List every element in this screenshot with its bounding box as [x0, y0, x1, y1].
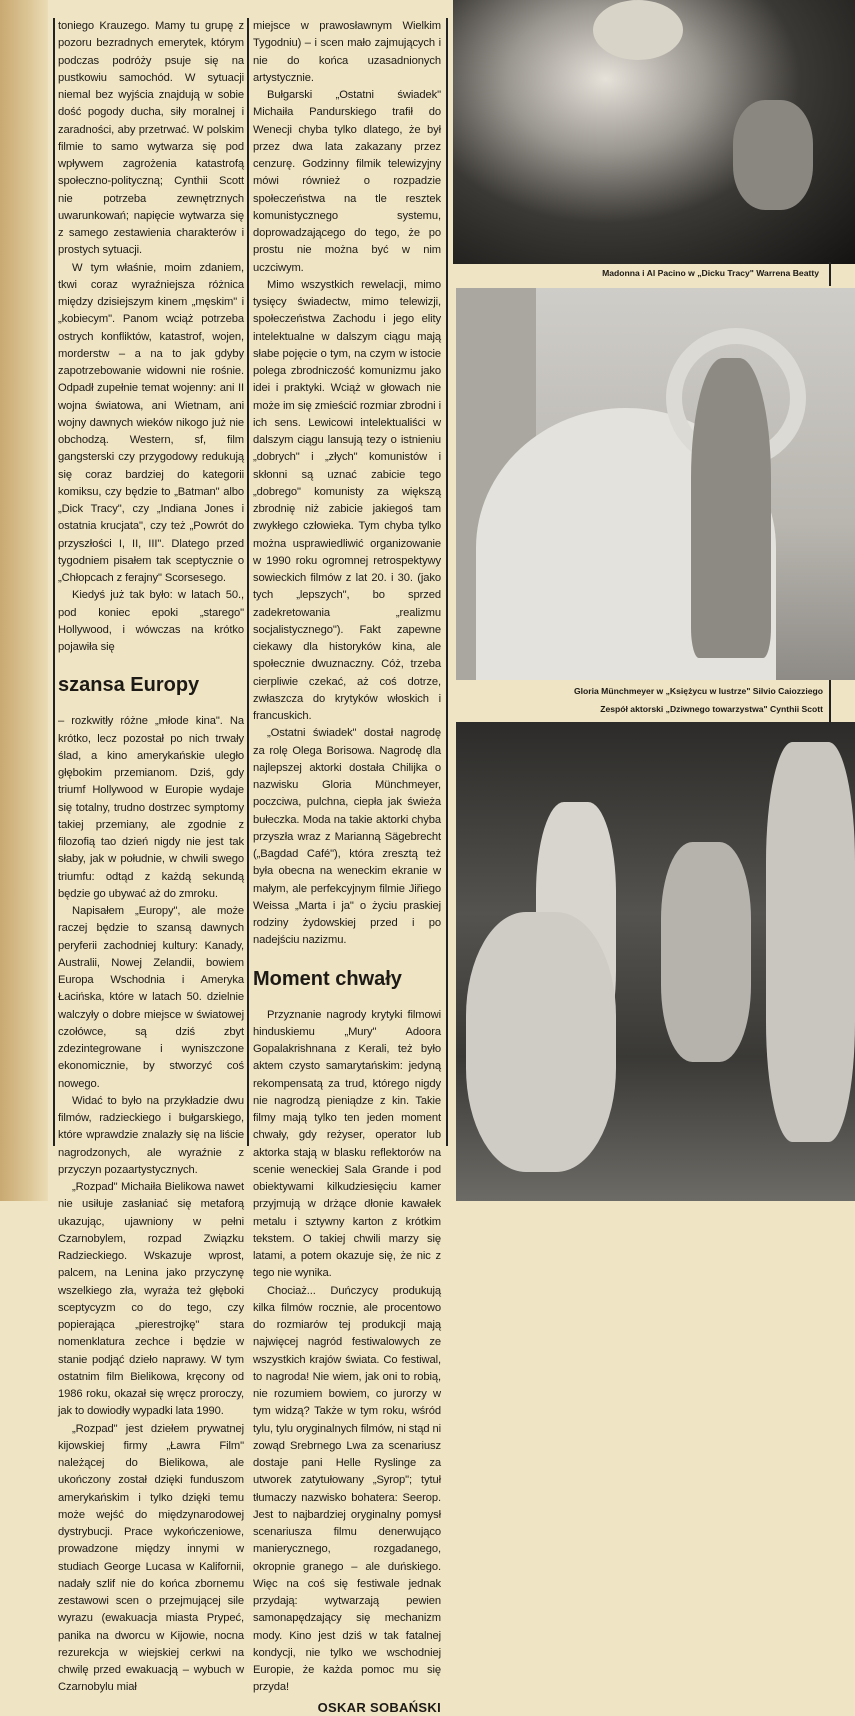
- paragraph: „Rozpad" Michaiła Bielikowa nawet nie usiłuje zasłaniać się metaforą ukazując, ujawniony w pełni Czarnobylem, rozpad Związku Radzieckiego. Wskazuje wprost, palcem, na Lenina jako przyczynę wszelkiego zła, wyraża też głęboki sceptycyzm co do tego, czy popierająca „pierestrojkę" stara nomenklatura zechce i będzie w stanie podjąć dzieło naprawy. W tym ostatnim film Bielikowa, kręcony od 1986 roku, okazał się wręcz proroczy, jak to dowiodły wypadki lata 1990.: [58, 1181, 244, 1418]
- paragraph: „Rozpad" jest dziełem prywatnej kijowskiej firmy „Ławra Film" należącej do Bielikowa, ale ukończony został dzięki funduszom amerykańskim i tylko dzięki temu może wejść do międzynarodowej dystrybucji. Prace wykończeniowe, prowadzone między innymi w studiach George Lucasa w Kalifornii, nadały szlif nie do końca zbornemu zestawowi scen o przejmującej sile wyrazu (ewakuacja miasta Prypeć, panika na dworcu w Kijowie, nocna rezurekcja w wiejskiej cerkwi na chwilę przed ewakuacją – wybuch w Czarnobylu miał: [58, 1422, 244, 1694]
- column-rule: [53, 18, 55, 1146]
- photo-caption: Madonna i Al Pacino w „Dicku Tracy" Warrena Beatty: [602, 268, 819, 278]
- paragraph: Widać to było na przykładzie dwu filmów, radzieckiego i bułgarskiego, które wprawdzie znalazły się na liście nagrodzonych, ale wyraźnie z przyczyn pozaartystycznych.: [58, 1094, 244, 1176]
- author-signature: OSKAR SOBAŃSKI: [317, 1699, 441, 1715]
- article-column-2: [253, 18, 441, 1716]
- paragraph: Napisałem „Europy", ale może raczej będzie to szansą dawnych peryferii zachodniej kultury: Kanady, Australii, Nowej Zelandii, bowiem Europa Wschodnia i Ameryka Łacińska, które w latach 50. dzielnie walczyły o dobre miejsce w światowej czołówce, są dziś zbyt zdezintegrowane i wyniszczone ekonomicznie, by stworzyć coś nowego.: [58, 905, 244, 1090]
- article-column-1: [58, 18, 244, 1697]
- paragraph: toniego Krauzego. Mamy tu grupę z pozoru bezradnych emerytek, którym podczas podróży psuje się na pustkowiu samochód. W sytuacji niemal bez wyjścia znajdują w sobie dość pogody ducha, siły moralnej i zaradności, aby przetrwać. W polskim filmie to samo wytwarza się pod wpływem zagrożenia katastrofą społeczno-polityczną; Cynthii Scott nie potrzeba zewnętrznych uwarunkowań; napięcie wytwarza się z samego zestawienia charakterów i prostych sytuacji.: [58, 20, 244, 257]
- paragraph: Bułgarski „Ostatni świadek" Michaiła Pandurskiego trafił do Wenecji chyba tylko dlatego, że był przez dwa lata zakazany przez cenzurę. Godzinny filmik telewizyjny mówi również o rozpadzie społeczeństwa na tle resztek komunistycznego systemu, doprowadzającego do tego, że po prostu nie można być w nim uczciwym.: [253, 89, 441, 274]
- caption-rule: [829, 680, 831, 722]
- paragraph: Chociaż... Duńczycy produkują kilka filmów rocznie, ale procentowo do rozmiarów tej produkcji mają najwięcej nagród festiwalowych ze wszystkich krajów świata. Co festiwal, to nagroda! Nie wiem, jak oni to robią, nie rozumiem bowiem, co jurorzy w tym widzą? Także w tym roku, wśród tylu, tylu oryginalnych filmów, ni stąd ni zowąd Srebrnego Lwa za scenariusz dostaje pani Helle Ryslinge za utworek zatytułowany „Syrop"; tytuł tłumaczy nazwisko bohatera: Seerop. Jest to najbardziej oryginalny pomysł scenariusza filmu denerwująco manierycznego, rozgadanego, okropnie granego – ale duńskiego. Więc na coś się festiwale jednak przydają: wytwarzają pewien samonapędzający się mechanizm mody. Kino jest dziś w tak fatalnej kondycji, nie tylko we wschodniej Europie, że każda pomoc mu się przyda!: [253, 1284, 441, 1694]
- page-edge: [0, 0, 48, 1201]
- column-rule: [247, 18, 249, 1146]
- paragraph: W tym właśnie, moim zdaniem, tkwi coraz wyraźniejsza różnica między dzisiejszym kinem „męskim" i „kobiecym". Panom wciąż potrzeba ostrych konfliktów, katastrof, wojen, morderstw – a na to jak gdyby zapotrzebowanie widowni nie rośnie. Odpadł zupełnie temat wojenny: ani II wojna światowa, ani Wietnam, ani wojny dawnych wieków nikogo już nie obchodzą. Western, sf, film gangsterski czy przygodowy redukują się coraz bardziej do kategorii komiksu, czy będzie to „Batman" albo „Dick Tracy", czy „Indiana Jones i ostatnia krucjata", czy też „Powrót do przyszłości I, II, III". Dlatego przed tygodniem pisałem tak sceptycznie o „Chłopcach z ferajny" Scorsesego.: [58, 261, 244, 584]
- paragraph: Przyznanie nagrody krytyki filmowi hinduskiemu „Mury" Adoora Gopalakrishnana z Kerali, też było aktem czysto samarytańskim: jedyną rekompensatą za trud, którego nigdy nie nagrodzą pieniądze z kin. Takie filmy mają tylko ten jeden moment chwały, gdy reżyser, operator lub aktorka stają w blasku reflektorów na scenie weneckiej Sala Grande i pod obiektywami kilkudziesięciu kamer przyjmują w drżące dłonie kawałek metalu i sztywny karton z krótkim tekstem. O takiej chwili marzy się latami, a potem okazuje się, że nic z tego nie wynika.: [253, 1008, 441, 1280]
- photo-dick-tracy: [453, 0, 855, 264]
- photo-dziwne-towarzystwo: [456, 722, 855, 1201]
- photo-ksiezyc-w-lustrze: [456, 288, 855, 680]
- paragraph: Kiedyś już tak było: w latach 50., pod koniec epoki „starego" Hollywood, i wówczas na krótko pojawiła się: [58, 589, 244, 653]
- section-heading: szansa Europy: [58, 674, 200, 697]
- paragraph: Mimo wszystkich rewelacji, mimo tysięcy świadectw, mimo telewizji, społeczeństwa Zachodu i jego elity intelektualne w dalszym ciągu mają słabe pojęcie o tym, na czym w istocie polega zbrodniczość komunizmu jako idei i praktyki. Wciąż w głowach nie może im się zmieścić rozmiar zbrodni i ich sens. Lewicowi intelektualiści w dalszym ciągu lansują tezy o istnieniu „dobrych" i „złych" komunistów i skłonni są uznać zabicie tego „dobrego" komunisty za większą zbrodnię niż zabicie jakiegoś tam zwykłego człowieka. Tym chyba tylko można usprawiedliwić organizowanie w 1990 roku ogromnej retrospektywy sowieckich filmów z lat 20. i 30. (jako tych „lepszych", bo sprzed zadekretowania „realizmu socjalistycznego"). Fakt zapewne ciekawy dla historyków kina, ale społecznie dwuznaczny. Cóż, trzeba cierpliwie czekać, aż coś dotrze, zwłaszcza do krytyków włoskich i francuskich.: [253, 278, 441, 722]
- photo-caption: Gloria Münchmeyer w „Księżycu w lustrze" Silvio Caiozziego: [573, 686, 823, 696]
- caption-rule: [829, 262, 831, 286]
- paragraph: – rozkwitły różne „młode kina". Na krótko, lecz pozostał po nich trwały ślad, a kino amerykańskie uległo głębokim przemianom. Dziś, gdy triumf Hollywood w Europie wydaje się totalny, trudno dostrzec symptomy takiej przemiany, ale zgodnie z filozofią tao dzień nigdy nie jest tak słaby, jak w południe, w chwili swego triumfu: odtąd z każdą sekundą będzie go ubywać aż do zmroku.: [58, 715, 244, 900]
- section-heading: Moment chwały: [253, 967, 402, 990]
- photo-caption: Zespół aktorski „Dziwnego towarzystwa" Cynthii Scott: [600, 704, 823, 714]
- column-rule: [446, 18, 448, 1146]
- paragraph: „Ostatni świadek" dostał nagrodę za rolę Olega Borisowa. Nagrodę dla najlepszej aktorki dostała Chilijka o nazwisku Gloria Münchmeyer, poczciwa, pulchna, ciepła jak świeża bułeczka. Moda na takie aktorki chyba przyszła wraz z Marianną Sägebrecht („Bagdad Café"), która zresztą też była obecna na weneckim ekranie w małym, ale perfekcyjnym filmie Jiřiego Weissa „Marta i ja" o życiu praskiej rodziny żydowskiej przed i po nadejściu nazizmu.: [253, 727, 441, 947]
- paragraph: miejsce w prawosławnym Wielkim Tygodniu) – i scen mało zajmujących i nie do końca uzasadnionych artystycznie.: [253, 20, 441, 84]
